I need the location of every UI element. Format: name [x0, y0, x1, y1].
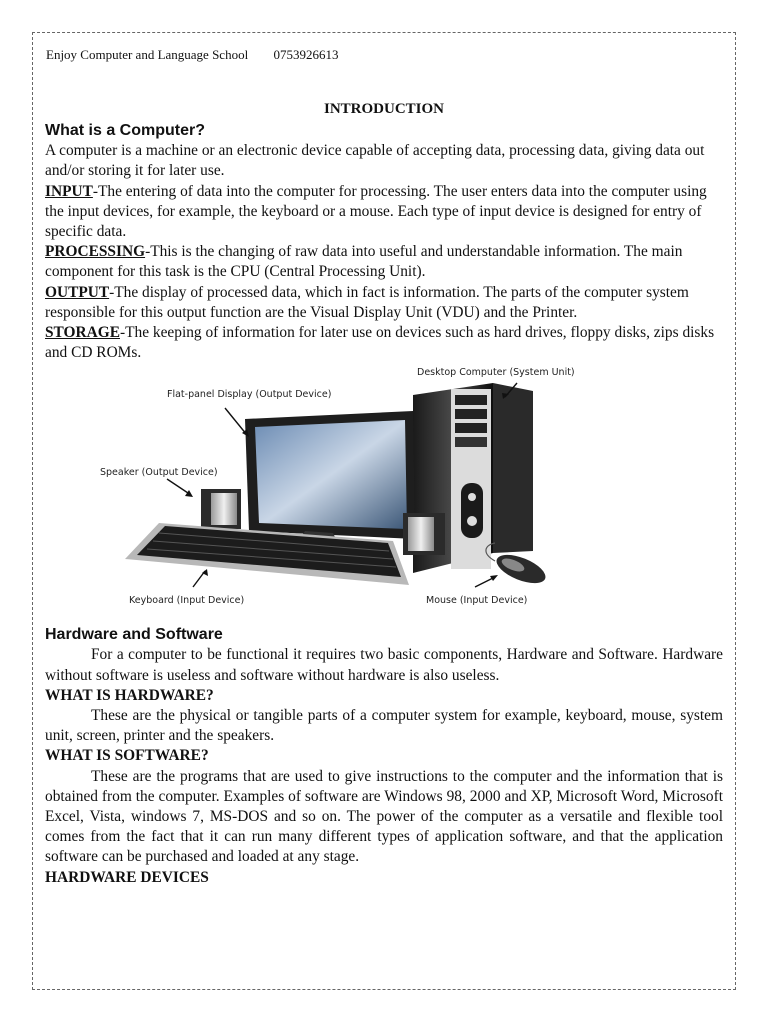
software-paragraph: These are the programs that are used to give instructions to the computer and the information that is obtained from the computer. Examples of software are Windows 98, 2000 and XP, Microsoft Word, Microsoft Excel, Vista, windows 7, MS-DOS and so on. The power of the computer as a versatile and flexible tool comes from the fact that it can run many different types of application software, and that the application software can be purchased and loaded at any stage. [45, 767, 723, 866]
mouse-label: Mouse (Input Device) [426, 595, 528, 607]
what-is-software-heading: WHAT IS SOFTWARE? [45, 747, 209, 765]
hardware-software-paragraph: For a computer to be functional it requires two basic components, Hardware and Software. Hardware without software is useless and software without hardware is also useless. [45, 646, 723, 684]
speaker-label: Speaker (Output Device) [100, 467, 218, 479]
document-body [45, 99, 723, 888]
input-term: INPUT [45, 182, 93, 200]
hardware-software-heading: Hardware and Software [45, 626, 223, 644]
output-term: OUTPUT [45, 283, 110, 301]
computer-definition: A computer is a machine or an electronic device capable of accepting data, processing data, giving data out and/or storing it for later use. [45, 142, 705, 180]
processing-term: PROCESSING [45, 243, 146, 261]
input-text: -The entering of data into the computer for processing. The user enters data into the computer using the input devices, for example, the keyboard or a mouse. Each type of input device is designed for entry of specific data. [45, 182, 707, 241]
computer-illustration [33, 363, 737, 625]
hardware-devices-heading: HARDWARE DEVICES [45, 868, 209, 886]
speaker-left-icon [201, 489, 241, 529]
page-header [46, 47, 338, 63]
document-page [32, 32, 736, 990]
phone-number: 0753926613 [273, 47, 339, 62]
what-is-hardware-heading: WHAT IS HARDWARE? [45, 686, 214, 704]
flat-panel-display-label: Flat-panel Display (Output Device) [167, 389, 332, 401]
keyboard-label: Keyboard (Input Device) [129, 595, 245, 607]
hardware-paragraph: These are the physical or tangible parts of a computer system for example, keyboard, mouse, system unit, screen, printer and the speakers. [45, 707, 723, 745]
processing-paragraph [45, 242, 723, 282]
processing-text: -This is the changing of raw data into useful and understandable information. The main component for this task is the CPU (Central Processing Unit). [45, 243, 683, 281]
output-text: -The display of processed data, which in fact is information. The parts of the computer system responsible for this output function are the Visual Display Unit (VDU) and the Printer. [45, 283, 689, 321]
storage-term: STORAGE [45, 324, 120, 342]
what-is-computer-heading: What is a Computer? [45, 122, 206, 140]
input-paragraph [45, 182, 723, 243]
output-paragraph [45, 283, 723, 323]
storage-paragraph [45, 323, 723, 363]
computer-system-figure [33, 363, 737, 625]
introduction-title: INTRODUCTION [323, 101, 444, 117]
school-name: Enjoy Computer and Language School [46, 47, 249, 62]
storage-text: -The keeping of information for later use on devices such as hard drives, floppy disks, zips disks and CD ROMs. [45, 324, 715, 362]
speaker-right-icon [403, 513, 445, 555]
desktop-computer-label: Desktop Computer (System Unit) [417, 367, 575, 379]
